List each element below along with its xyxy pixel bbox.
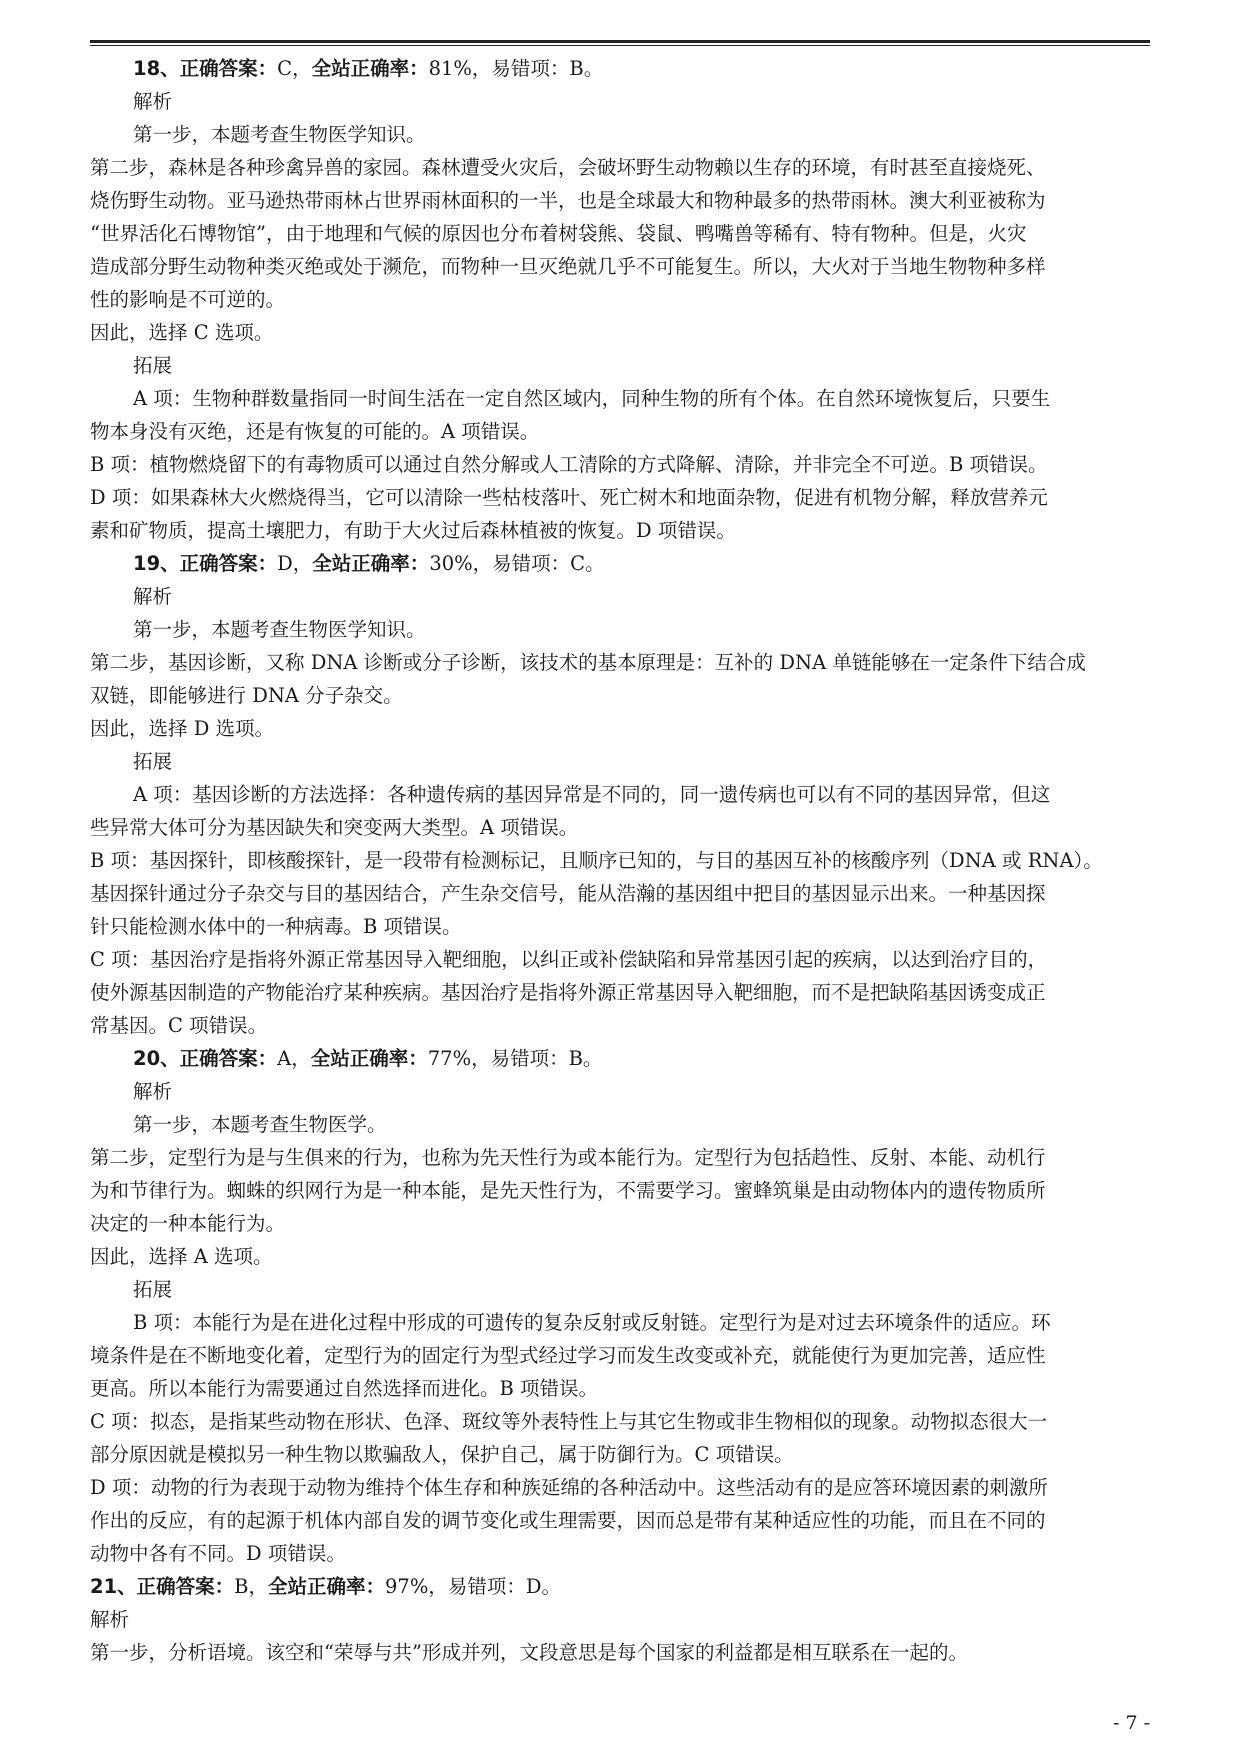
q18-answer-line: 18、正确答案：C，全站正确率：81%，易错项：B。 [133,57,604,80]
q19-answer-line: 19、正确答案：D，全站正确率：30%，易错项：C。 [133,552,605,575]
q20-ext-line: C 项：拟态，是指某些动物在形状、色泽、斑纹等外表特性上与其它生物或非生物相似的现象。动物拟态很大一 [90,1410,1048,1433]
q20-ext-line: B 项：本能行为是在进化过程中形成的可遗传的复杂反射或反射链。定型行为是对过去环境条件的适应。环 [133,1311,1051,1334]
q18-ext-line: 物本身没有灭绝，还是有恢复的可能的。A 项错误。 [90,420,540,443]
q19-step2-line: 第二步，基因诊断，又称 DNA 诊断或分子诊断，该技术的基本原理是：互补的 DNA 单链能够在一定条件下结合成 [90,651,1086,674]
q21-step1: 第一步，分析语境。该空和“荣辱与共”形成并列，文段意思是每个国家的利益都是相互联系在一起的。 [90,1641,968,1664]
q19-step1: 第一步，本题考查生物医学知识。 [133,618,426,641]
q19-ext-line: B 项：基因探针，即核酸探针，是一段带有检测标记，且顺序已知的，与目的基因互补的核酸序列（DNA 或 RNA）。 [90,849,1103,872]
q20-ext-line: 部分原因就是模拟另一种生物以欺骗敌人，保护自己，属于防御行为。C 项错误。 [90,1443,794,1466]
q19-expand-heading: 拓展 [133,750,173,773]
q18-step2-line: 第二步，森林是各种珍禽异兽的家园。森林遭受火灾后，会破坏野生动物赖以生存的环境，有时甚至直接烧死、 [90,156,1046,179]
q18-conclusion: 因此，选择 C 选项。 [90,321,274,344]
q19-conclusion: 因此，选择 D 选项。 [90,717,275,740]
q20-ext-line: 动物中各有不同。D 项错误。 [90,1542,346,1565]
q20-analysis-heading: 解析 [133,1080,173,1103]
q20-step2-line: 为和节律行为。蜘蛛的织网行为是一种本能，是先天性行为，不需要学习。蜜蜂筑巢是由动物体内的遗传物质所 [90,1179,1046,1202]
q20-step1: 第一步，本题考查生物医学。 [133,1113,387,1136]
q18-step2-line: 造成部分野生动物种类灭绝或处于濒危，而物种一旦灭绝就几乎不可能复生。所以，大火对于当地生物物种多样 [90,255,1046,278]
q18-step2-line: 烧伤野生动物。亚马逊热带雨林占世界雨林面积的一半，也是全球最大和物种最多的热带雨林。澳大利亚被称为 [90,189,1046,212]
q18-ext-line: B 项：植物燃烧留下的有毒物质可以通过自然分解或人工清除的方式降解、清除，并非完全不可逆。B 项错误。 [90,453,1048,476]
q20-answer-line: 20、正确答案：A，全站正确率：77%，易错项：B。 [133,1047,603,1070]
q20-ext-line: D 项：动物的行为表现于动物为维持个体生存和种族延绵的各种活动中。这些活动有的是应答环境因素的刺激所 [90,1476,1048,1499]
q18-ext-line: D 项：如果森林大火燃烧得当，它可以清除一些枯枝落叶、死亡树木和地面杂物，促进有机物分解，释放营养元 [90,486,1048,509]
q20-step2-line: 决定的一种本能行为。 [90,1212,286,1235]
q21-analysis-heading: 解析 [90,1608,130,1631]
q18-analysis-heading: 解析 [133,90,173,113]
q18-step1: 第一步，本题考查生物医学知识。 [133,123,426,146]
q20-ext-line: 作出的反应，有的起源于机体内部自发的调节变化或生理需要，因而总是带有某种适应性的功能，而且在不同的 [90,1509,1046,1532]
q20-ext-line: 境条件是在不断地变化着，定型行为的固定行为型式经过学习而发生改变或补充，就能使行为更加完善，适应性 [90,1344,1046,1367]
q20-step2-line: 第二步，定型行为是与生俱来的行为，也称为先天性行为或本能行为。定型行为包括趋性、反射、本能、动机行 [90,1146,1046,1169]
q21-answer-line: 21、正确答案：B，全站正确率：97%，易错项：D。 [90,1575,561,1598]
q20-expand-heading: 拓展 [133,1278,173,1301]
q18-step2-line: 性的影响是不可逆的。 [90,288,286,311]
q20-ext-line: 更高。所以本能行为需要通过自然选择而进化。B 项错误。 [90,1377,599,1400]
q19-ext-line: 使外源基因制造的产物能治疗某种疾病。基因治疗是指将外源正常基因导入靶细胞，而不是把缺陷基因诱变成正 [90,981,1046,1004]
page-content [90,52,1150,1669]
q19-ext-line: A 项：基因诊断的方法选择：各种遗传病的基因异常是不同的，同一遗传病也可以有不同的基因异常，但这 [133,783,1051,806]
header-rule-thick [90,40,1150,43]
q19-ext-line: 常基因。C 项错误。 [90,1014,268,1037]
q18-expand-heading: 拓展 [133,354,173,377]
q18-step2-line: “世界活化石博物馆”，由于地理和气候的原因也分布着树袋熊、袋鼠、鸭嘴兽等稀有、特有物种。但是，火灾 [90,222,1027,245]
q20-conclusion: 因此，选择 A 选项。 [90,1245,273,1268]
q19-ext-line: 基因探针通过分子杂交与目的基因结合，产生杂交信号，能从浩瀚的基因组中把目的基因显示出来。一种基因探 [90,882,1046,905]
q19-ext-line: C 项：基因治疗是指将外源正常基因导入靶细胞，以纠正或补偿缺陷和异常基因引起的疾病，以达到治疗目的， [90,948,1048,971]
q19-analysis-heading: 解析 [133,585,173,608]
header-rule-thin [90,45,1150,46]
q18-ext-line: A 项：生物种群数量指同一时间生活在一定自然区域内，同种生物的所有个体。在自然环境恢复后，只要生 [133,387,1051,410]
q19-ext-line: 些异常大体可分为基因缺失和突变两大类型。A 项错误。 [90,816,579,839]
page-number: - 7 - [1112,1712,1150,1734]
q19-ext-line: 针只能检测水体中的一种病毒。B 项错误。 [90,915,462,938]
q18-ext-line: 素和矿物质，提高土壤肥力，有助于大火过后森林植被的恢复。D 项错误。 [90,519,736,542]
q19-step2-line: 双链，即能够进行 DNA 分子杂交。 [90,684,403,707]
